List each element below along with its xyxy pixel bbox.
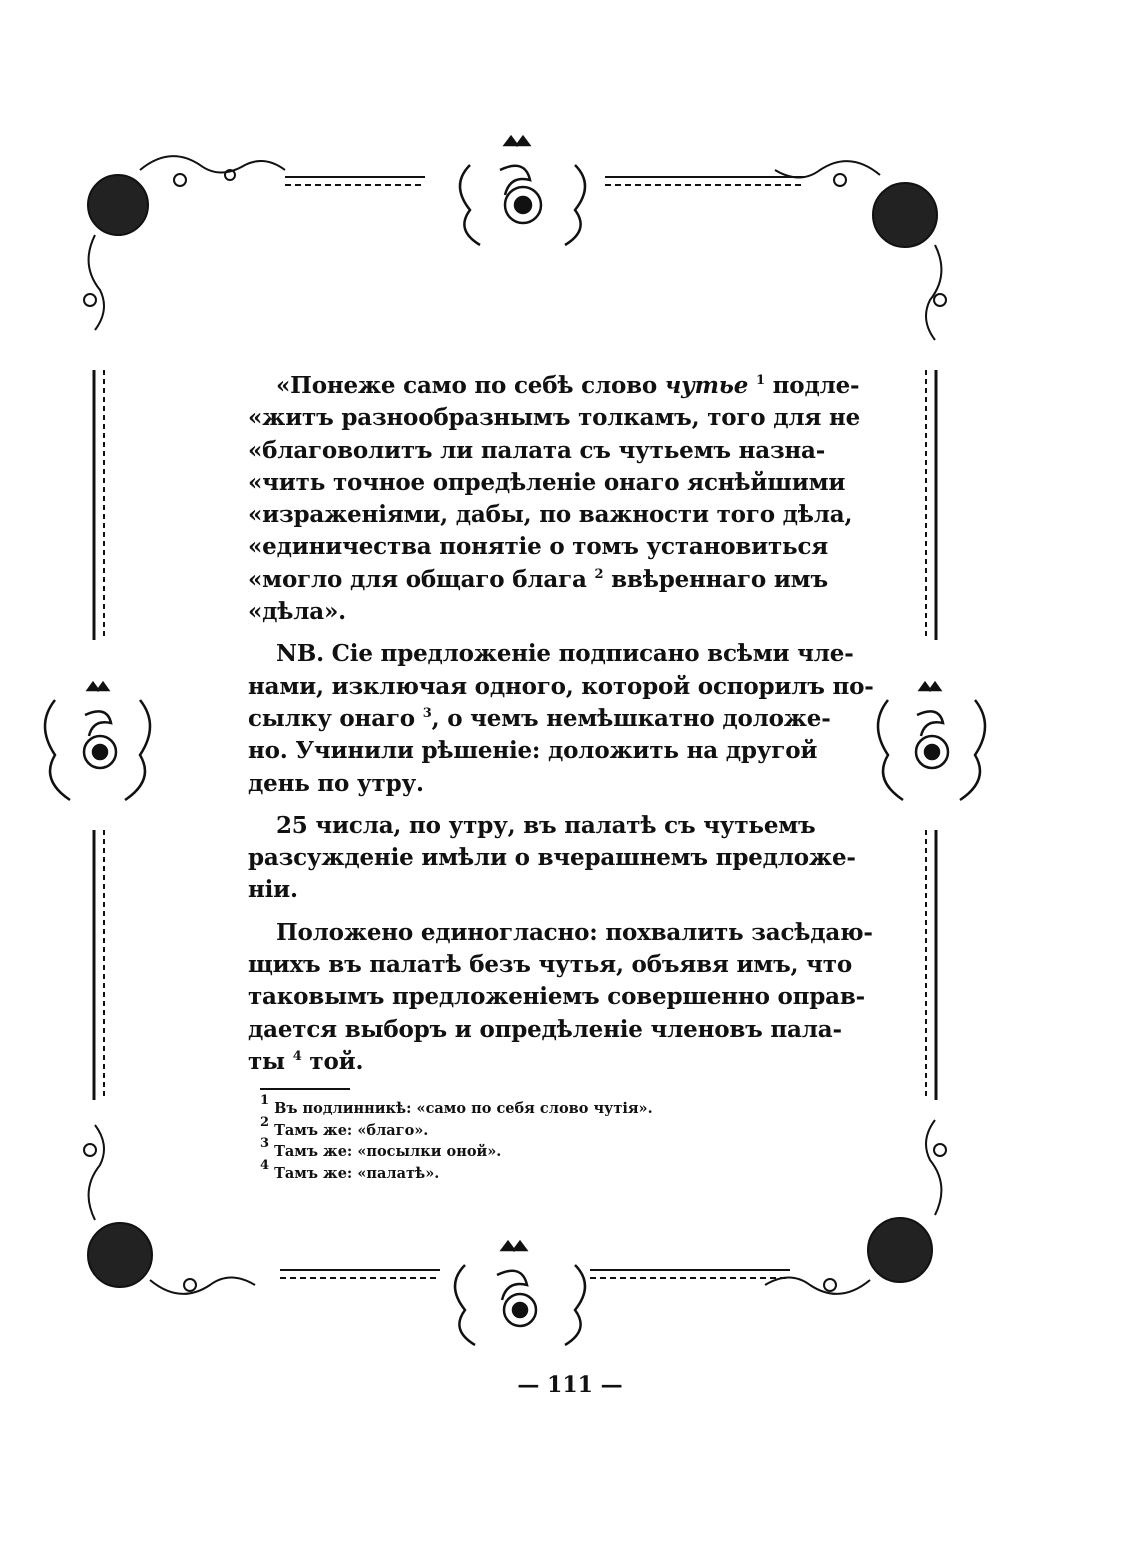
- monogram-medallion-bottom: [455, 1242, 585, 1345]
- text-line: разсужденіе имѣли о вчерашнемъ предложе-: [248, 844, 856, 872]
- text-span: сылку онаго: [248, 704, 415, 732]
- left-upper-rule: [94, 370, 104, 640]
- text-line: «житъ разнообразнымъ толкамъ, того для не: [248, 404, 861, 432]
- corner-ornament-bottom-left: [84, 1125, 255, 1294]
- bottom-left-rule: [280, 1270, 440, 1278]
- monogram-medallion-top: [460, 137, 585, 245]
- top-left-rule: [285, 177, 425, 185]
- text-line: «единичества понятіе о томъ установиться: [248, 533, 829, 561]
- italic-word: чутье: [664, 372, 749, 399]
- footnote-1: [260, 1093, 778, 1120]
- text-line: «дѣла».: [248, 598, 346, 626]
- footnote-2: [260, 1114, 778, 1142]
- footnote-separator: [260, 1088, 350, 1090]
- text-line: [248, 370, 860, 402]
- text-line: дается выборъ и опредѣленіе членовъ пала-: [248, 1015, 842, 1043]
- footnotes: [260, 1093, 778, 1184]
- main-text: [248, 370, 874, 1184]
- text-line: день по утру.: [248, 769, 424, 797]
- text-line: нами, изключая одного, которой оспорилъ по-: [248, 672, 874, 700]
- paragraph-1: [248, 370, 861, 628]
- text-span: ввѣреннаго имъ: [611, 565, 828, 593]
- paragraph-2: [248, 638, 874, 799]
- corner-ornament-top-right: [775, 161, 946, 340]
- monogram-medallion-left: [45, 683, 150, 800]
- text-span: подле-: [772, 372, 860, 399]
- text-span: «могло для общаго блага: [248, 565, 587, 593]
- text-line: «чить точное опредѣленіе онаго яснѣйшими: [248, 468, 846, 496]
- text-line: [248, 1046, 778, 1078]
- page-number: — 111 —: [517, 1372, 623, 1398]
- corner-ornament-top-left: [84, 156, 285, 330]
- text-line: но. Учинили рѣшеніе: доложить на другой: [248, 737, 818, 765]
- footnote-mark: 2: [260, 1114, 270, 1130]
- paragraph-3: [248, 810, 856, 907]
- footnote-mark: 4: [292, 1048, 302, 1064]
- footnote-mark: 3: [422, 705, 432, 721]
- text-line: [248, 703, 831, 735]
- right-upper-rule: [926, 370, 936, 640]
- text-span: , о чемъ немѣшкатно доложе-: [431, 704, 831, 732]
- paragraph-4: [248, 917, 873, 1078]
- text-line: «благоволитъ ли палата съ чутьемъ назна-: [248, 436, 826, 464]
- footnote-text: Тамъ же: «палатѣ».: [274, 1164, 440, 1182]
- text-line: 25 числа, по утру, въ палатѣ съ чутьемъ: [276, 811, 816, 839]
- footnote-text: Тамъ же: «благо».: [274, 1121, 429, 1139]
- text-line: [248, 564, 828, 596]
- text-line: щихъ въ палатѣ безъ чутья, объявя имъ, что: [248, 951, 852, 979]
- text-span: той.: [309, 1047, 364, 1075]
- footnote-mark: 3: [260, 1136, 270, 1152]
- footnote-text: Въ подлинникѣ: «само по себя слово чутія».: [274, 1100, 653, 1118]
- footnote-4: [260, 1157, 778, 1185]
- footnote-mark: 1: [756, 373, 765, 388]
- text-span: «Понеже само по себѣ слово: [276, 372, 658, 399]
- bottom-right-rule: [590, 1270, 790, 1278]
- footnote-text: Тамъ же: «посылки оной».: [274, 1143, 502, 1161]
- footnote-mark: 4: [260, 1157, 270, 1173]
- left-lower-rule: [94, 830, 104, 1100]
- footnote-mark: 1: [260, 1093, 270, 1109]
- footnote-mark: 2: [594, 566, 604, 582]
- footnote-3: [260, 1136, 778, 1163]
- text-line: таковымъ предложеніемъ совершенно оправ-: [248, 983, 865, 1011]
- right-lower-rule: [926, 830, 936, 1100]
- corner-ornament-bottom-right: [765, 1120, 946, 1294]
- top-right-rule: [605, 177, 805, 185]
- text-line: «израженіями, дабы, по важности того дѣла,: [248, 501, 853, 529]
- monogram-medallion-right: [878, 683, 985, 800]
- text-line: ніи.: [248, 876, 298, 904]
- text-line: NB. Сіе предложеніе подписано всѣми чле-: [276, 640, 854, 668]
- text-line: Положено единогласно: похвалить засѣдаю-: [276, 918, 873, 946]
- text-span: ты: [248, 1047, 285, 1075]
